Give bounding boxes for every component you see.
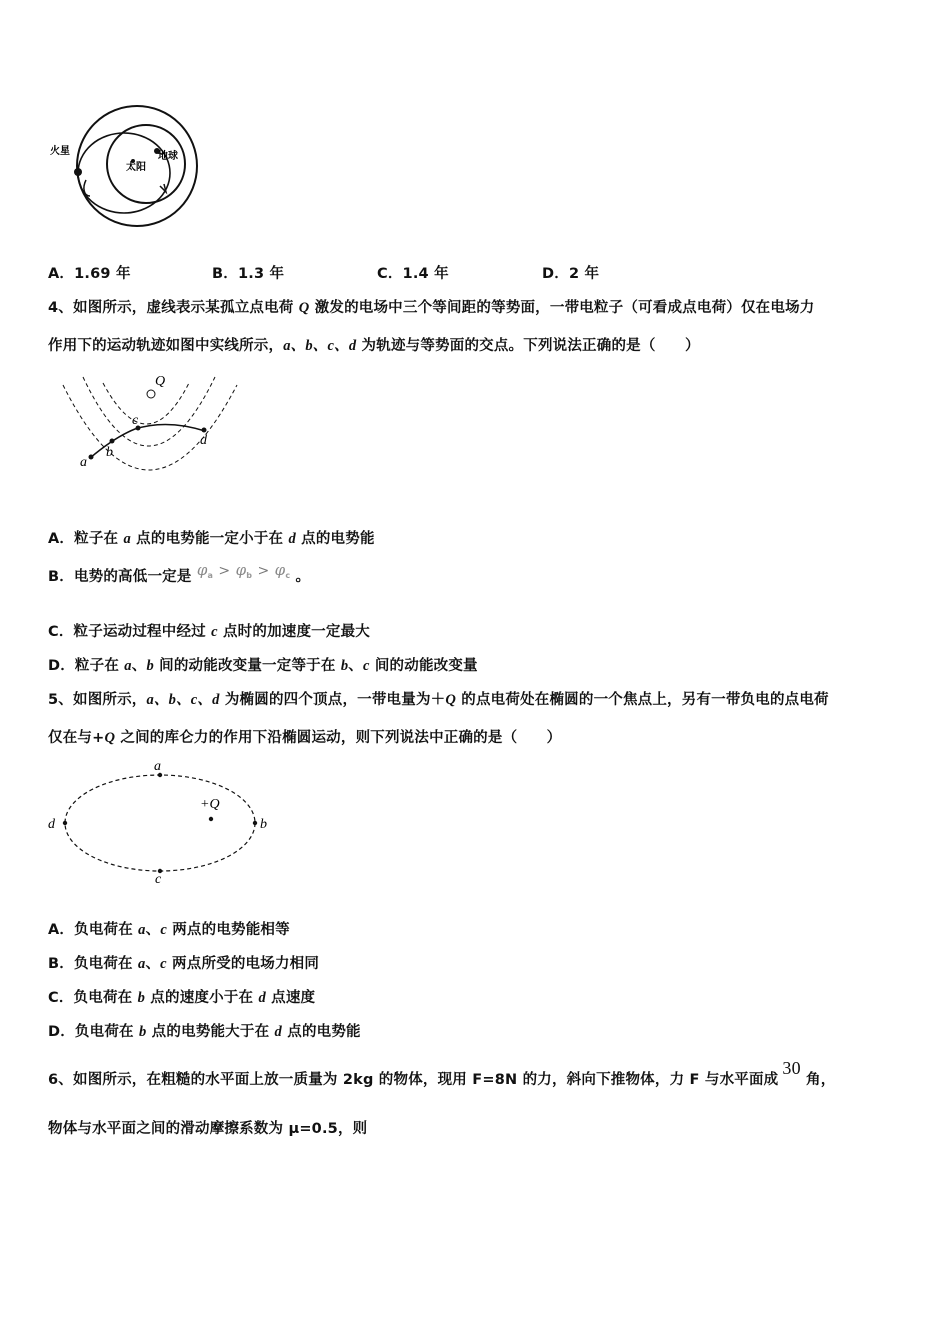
q5-option-c[interactable]: C．负电荷在 b 点的速度小于在 d 点速度 bbox=[48, 990, 316, 1006]
earth-arrow bbox=[160, 184, 166, 192]
option-text: 1.69 年 bbox=[74, 266, 131, 282]
label-a: a bbox=[80, 455, 87, 470]
label-b: b bbox=[260, 817, 267, 832]
ellipse-figure bbox=[44, 756, 284, 886]
q4-option-b[interactable]: B．电势的高低一定是 $\varphi_a > \varphi_b > \varphi_c$ 。 bbox=[48, 561, 311, 585]
label-c: c bbox=[155, 872, 162, 886]
q5-option-d[interactable]: D．负电荷在 b 点的电势能大于在 d 点的电势能 bbox=[48, 1024, 361, 1040]
equipotential-inner bbox=[103, 383, 189, 424]
q5-option-a[interactable]: A．负电荷在 a、c 两点的电势能相等 bbox=[48, 922, 290, 938]
q6-stem-line2: 物体与水平面之间的滑动摩擦系数为 μ=0.5，则 bbox=[48, 1121, 368, 1137]
q6-stem-line1: 6、如图所示，在粗糙的水平面上放一质量为 2kg 的物体，现用 F=8N 的力，斜向下推物体，力 F 与水平面成30 角， bbox=[48, 1058, 836, 1088]
elliptical-orbit bbox=[65, 775, 255, 871]
transfer-orbit bbox=[78, 133, 170, 213]
equipotential-middle bbox=[83, 377, 215, 446]
q3-option-b[interactable] bbox=[212, 262, 284, 283]
point-a bbox=[89, 455, 94, 460]
mars-label: 火星 bbox=[50, 146, 70, 157]
point-b bbox=[110, 439, 115, 444]
orbit-figure bbox=[40, 98, 210, 238]
q4-option-d[interactable]: D．粒子在 a、b 间的动能改变量一定等于在 b、c 间的动能改变量 bbox=[48, 658, 478, 674]
q4-option-a[interactable]: A．粒子在 a 点的电势能一定小于在 d 点的电势能 bbox=[48, 531, 375, 547]
sun-label: 太阳 bbox=[126, 162, 146, 173]
option-text: 2 年 bbox=[568, 266, 600, 282]
earth-label: 地球 bbox=[158, 151, 178, 162]
vertex-d bbox=[63, 821, 67, 825]
option-text: 1.3 年 bbox=[237, 266, 285, 282]
angle-value: 30 bbox=[782, 1058, 801, 1078]
q4-stem-line2: 作用下的运动轨迹如图中实线所示，a、b、c、d 为轨迹与等势面的交点。下列说法正确的是（ ） bbox=[48, 338, 700, 354]
option-letter: D． bbox=[542, 266, 569, 282]
label-plus-q: +Q bbox=[200, 797, 220, 812]
mars-dot bbox=[74, 168, 82, 176]
q5-option-b[interactable]: B．负电荷在 a、c 两点所受的电场力相同 bbox=[48, 956, 320, 972]
label-d: d bbox=[200, 433, 207, 448]
label-b: b bbox=[106, 445, 113, 460]
option-letter: C． bbox=[377, 266, 403, 282]
option-text: 1.4 年 bbox=[402, 266, 449, 282]
motion-arrow bbox=[84, 180, 90, 196]
point-d bbox=[202, 428, 207, 433]
potential-inequality: $\varphi_a > \varphi_b > \varphi_c$ bbox=[196, 561, 291, 580]
focus-charge bbox=[209, 817, 213, 821]
label-q: Q bbox=[155, 374, 166, 389]
option-letter: A． bbox=[48, 266, 75, 282]
equipotential-figure bbox=[55, 365, 255, 490]
q4-option-c[interactable]: C．粒子运动过程中经过 c 点时的加速度一定最大 bbox=[48, 624, 370, 640]
vertex-b bbox=[253, 821, 257, 825]
q4-stem-line1: 4、如图所示，虚线表示某孤立点电荷 Q 激发的电场中三个等间距的等势面，一带电粒子（可看成点电荷）仅在电场力 bbox=[48, 300, 815, 316]
option-letter: B． bbox=[212, 266, 238, 282]
q3-option-c[interactable] bbox=[377, 262, 449, 283]
q5-stem-line1: 5、如图所示，a、b、c、d 为椭圆的四个顶点，一带电量为＋Q 的点电荷处在椭圆的一个焦点上，另有一带负电的点电荷 bbox=[48, 692, 829, 708]
label-a: a bbox=[154, 759, 161, 774]
charge-q bbox=[147, 390, 155, 398]
label-d: d bbox=[48, 817, 55, 832]
label-c: c bbox=[132, 413, 139, 428]
earth-orbit bbox=[107, 125, 185, 203]
q3-option-d[interactable] bbox=[542, 262, 599, 283]
q3-option-a[interactable] bbox=[48, 262, 131, 283]
q5-stem-line2: 仅在与+Q 之间的库仑力的作用下沿椭圆运动，则下列说法中正确的是（ ） bbox=[48, 730, 562, 746]
